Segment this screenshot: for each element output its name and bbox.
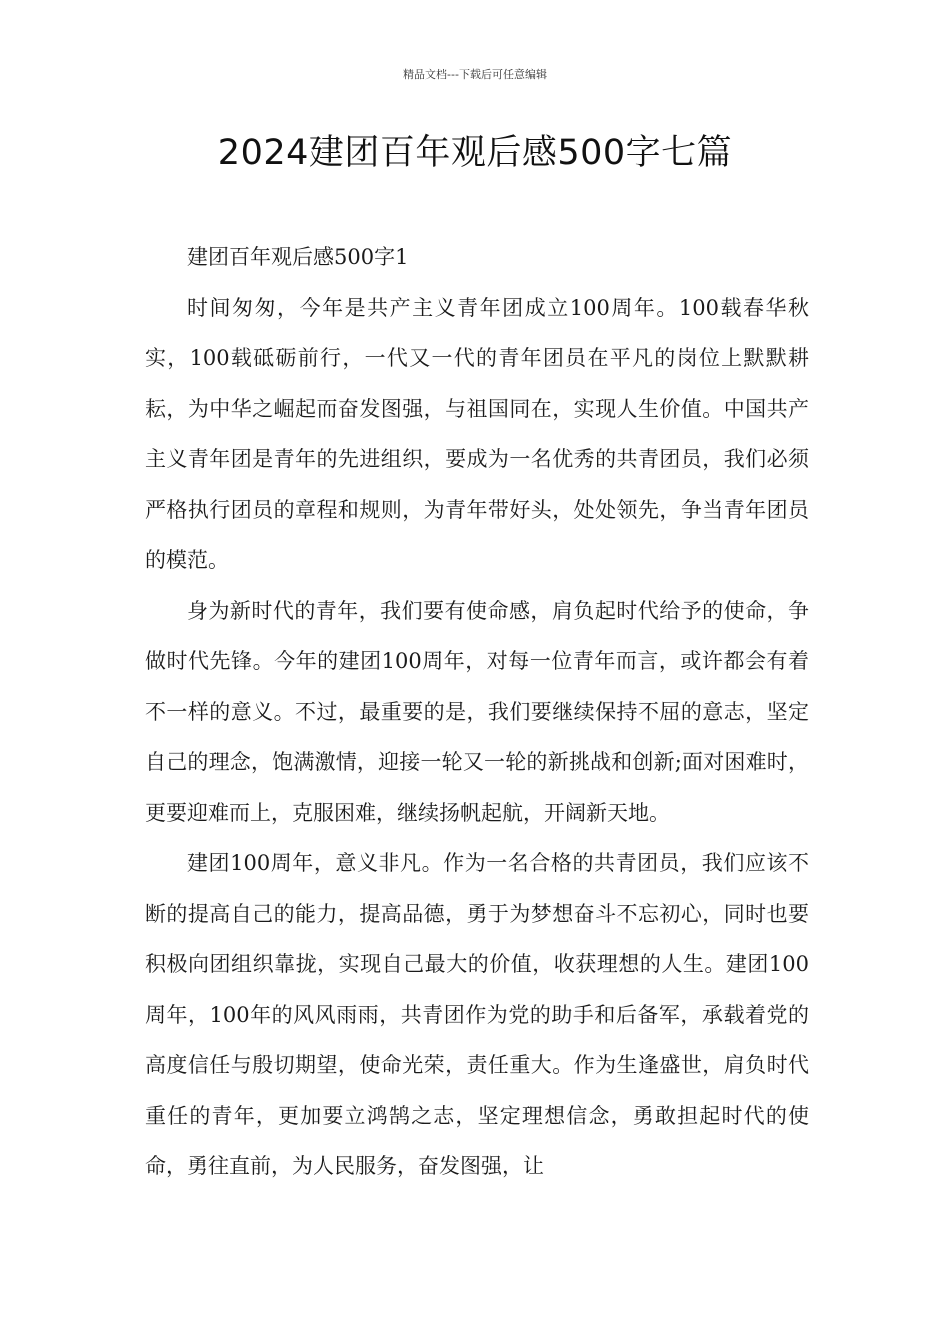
header-note: 精品文档---下载后可任意编辑 (403, 68, 547, 81)
document-body (145, 232, 809, 1192)
paragraph-1: 时间匆匆，今年是共产主义青年团成立100周年。100载春华秋实，100载砥砺前行，一代又一代的青年团员在平凡的岗位上默默耕耘，为中华之崛起而奋发图强，与祖国同在，实现人生价值。中国共产主义青年团是青年的先进组织，要成为一名优秀的共青团员，我们必须严格执行团员的章程和规则，为青年带好头，处处领先，争当青年团员的模范。 (145, 295, 809, 572)
paragraph-2: 身为新时代的青年，我们要有使命感，肩负起时代给予的使命，争做时代先锋。今年的建团100周年，对每一位青年而言，或许都会有着不一样的意义。不过，最重要的是，我们要继续保持不屈的意志，坚定自己的理念，饱满激情，迎接一轮又一轮的新挑战和创新;面对困难时，更要迎难而上，克服困难，继续扬帆起航，开阔新天地。 (145, 598, 809, 825)
section-heading: 建团百年观后感500字1 (187, 245, 409, 269)
paragraph-3: 建团100周年，意义非凡。作为一名合格的共青团员，我们应该不断的提高自己的能力，提高品德，勇于为梦想奋斗不忘初心，同时也要积极向团组织靠拢，实现自己最大的价值，收获理想的人生。建团100周年，100年的风风雨雨，共青团作为党的助手和后备军，承载着党的高度信任与殷切期望，使命光荣，责任重大。作为生逢盛世，肩负时代重任的青年，更加要立鸿鹄之志，坚定理想信念，勇敢担起时代的使命，勇往直前，为人民服务，奋发图强，让 (145, 851, 809, 1178)
document-title: 2024建团百年观后感500字七篇 (217, 133, 733, 173)
